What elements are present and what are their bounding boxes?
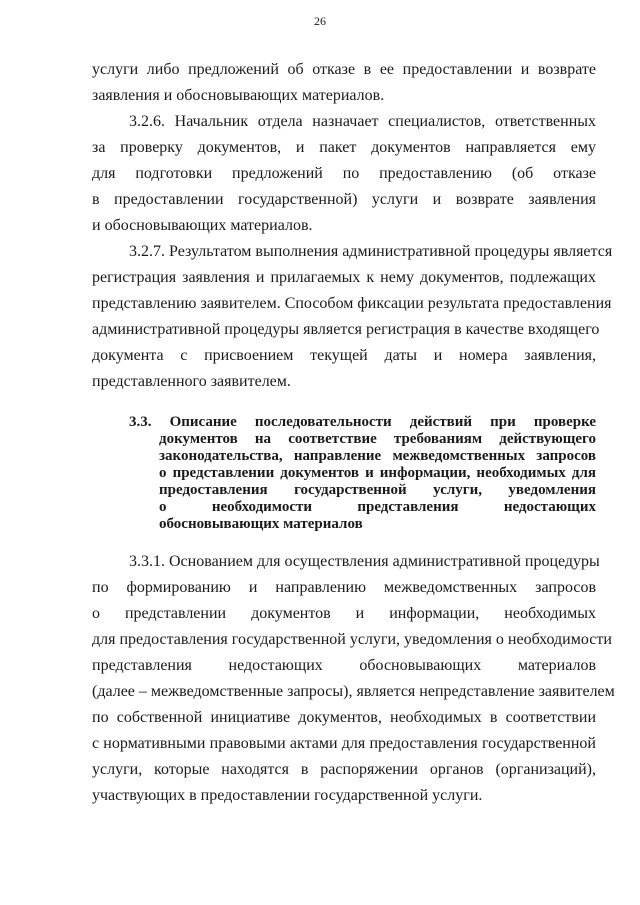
text-line: за проверку документов, и пакет документов направляется ему — [92, 139, 596, 156]
heading-line: обосновывающих материалов — [159, 516, 363, 532]
text-line: представленного заявителем. — [92, 373, 291, 390]
heading-line: законодательства, направление межведомственных запросов — [159, 448, 596, 464]
text-line: о представлении документов и информации, необходимых — [92, 605, 596, 622]
page-number: 26 — [314, 14, 326, 28]
text-line: участвующих в предоставлении государственной услуги. — [92, 787, 483, 804]
text-line: 3.2.7. Результатом выполнения административной процедуры является — [129, 243, 613, 260]
text-line: по собственной инициативе документов, необходимых в соответствии — [92, 709, 596, 726]
heading-line: 3.3. Описание последовательности действий при проверке — [129, 414, 596, 430]
text-line: услуги, которые находятся в распоряжении органов (организаций), — [92, 761, 596, 778]
text-line: 3.3.1. Основанием для осуществления административной процедуры — [129, 553, 600, 570]
text-line: с нормативными правовыми актами для предоставления государственной — [92, 735, 596, 752]
text-line: в предоставлении государственной) услуги и возврате заявления — [92, 191, 596, 208]
heading-line: о необходимости представления недостающих — [159, 499, 596, 515]
text-line: услуги либо предложений об отказе в ее предоставлении и возврате — [92, 61, 596, 78]
heading-line: предоставления государственной услуги, уведомления — [159, 482, 596, 498]
text-line: административной процедуры является регистрация в качестве входящего — [92, 321, 600, 338]
text-line: заявления и обосновывающих материалов. — [92, 87, 385, 104]
text-line: 3.2.6. Начальник отдела назначает специалистов, ответственных — [129, 113, 596, 130]
text-line: документа с присвоением текущей даты и номера заявления, — [92, 347, 596, 364]
text-line: представлению заявителем. Способом фиксации результата предоставления — [92, 295, 612, 312]
text-line: регистрация заявления и прилагаемых к нему документов, подлежащих — [92, 269, 596, 286]
heading-line: документов на соответствие требованиям действующего — [159, 431, 596, 447]
text-line: для подготовки предложений по предоставлению (об отказе — [92, 165, 596, 182]
text-line: и обосновывающих материалов. — [92, 217, 313, 234]
text-line: представления недостающих обосновывающих материалов — [92, 657, 596, 674]
text-line: по формированию и направлению межведомственных запросов — [92, 579, 596, 596]
text-line: для предоставления государственной услуги, уведомления о необходимости — [92, 631, 612, 648]
heading-line: о представлении документов и информации, необходимых для — [159, 465, 596, 481]
text-line: (далее – межведомственные запросы), является непредставление заявителем — [92, 683, 615, 700]
